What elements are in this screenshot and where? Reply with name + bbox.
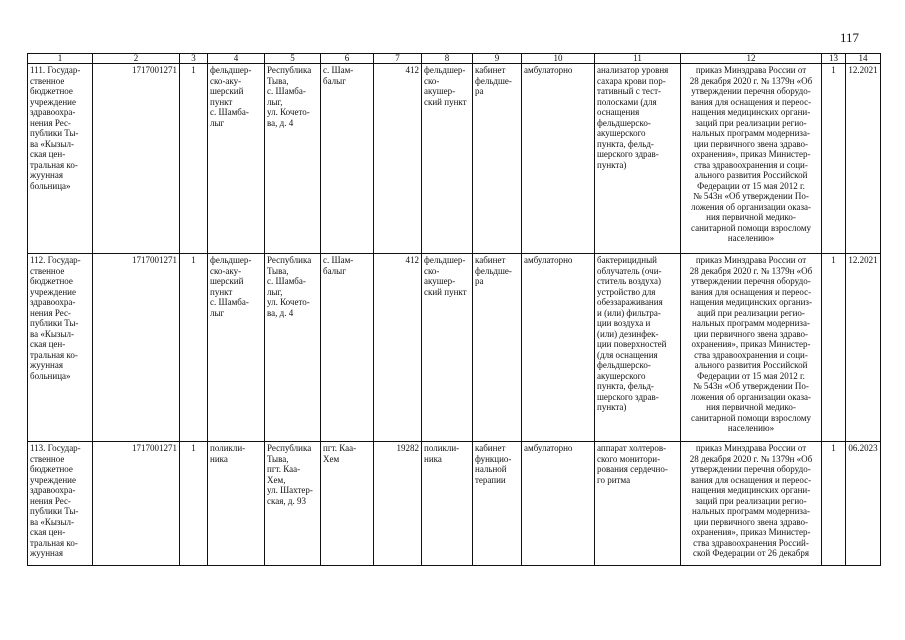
column-number: 6 [321,54,374,64]
quantity-cell: 1 [822,442,846,566]
count-cell: 1 [180,254,208,442]
column-number: 2 [93,54,180,64]
unit-cell: поликли- ника [422,442,473,566]
column-number: 13 [822,54,846,64]
population-cell: 412 [374,254,422,442]
column-number: 10 [522,54,595,64]
facility-cell: фельдшер- ско-аку- шерский пункт с. Шамба- лыг [208,64,265,254]
care-cell: амбулаторно [522,442,595,566]
column-number: 8 [422,54,473,64]
count-cell: 1 [180,442,208,566]
column-number: 11 [595,54,681,64]
organization-cell: 111. Государ- ственное бюджетное учреждение здравоохра- нения Рес- публики Ты- ва «Кызыл- ская цен- тральная ко- жуунная больница» [28,64,93,254]
term-cell: 12.2021 [846,64,881,254]
quantity-cell: 1 [822,64,846,254]
care-cell: амбулаторно [522,254,595,442]
column-number: 7 [374,54,422,64]
population-cell: 412 [374,64,422,254]
column-number: 14 [846,54,881,64]
code-cell: 1717001271 [93,442,180,566]
locality-cell: пгт. Каа- Хем [321,442,374,566]
equipment-cell: бактерицидный облучатель (очи- ститель воздуха) устройство для обеззараживания и (или) фильтра- ции воздуха и (или) дезинфек- ции поверхностей (для оснащения фельдшерско- акушерского пункта, фельд- шерского здрав- пункта) [595,254,681,442]
page-number: 117 [840,30,860,45]
equipment-cell: аппарат холтеров- ского монитори- рования сердечно- го ритма [595,442,681,566]
room-cell: кабинет фельдше- ра [473,64,522,254]
address-cell: Республика Тыва, пгт. Каа- Хем, ул. Шахтер- ская, д. 93 [265,442,321,566]
equipment-table [27,53,881,566]
facility-cell: поликли- ника [208,442,265,566]
address-cell: Республика Тыва, с. Шамба- лыг, ул. Кочето- ва, д. 4 [265,64,321,254]
column-number: 5 [265,54,321,64]
count-cell: 1 [180,64,208,254]
column-number-row [28,54,881,64]
column-number: 9 [473,54,522,64]
code-cell: 1717001271 [93,254,180,442]
population-cell: 19282 [374,442,422,566]
table-row [28,64,881,254]
column-number: 4 [208,54,265,64]
care-cell: амбулаторно [522,64,595,254]
table-row [28,442,881,566]
table-row [28,254,881,442]
unit-cell: фельдшер- ско- акушер- ский пункт [422,64,473,254]
reason-cell: приказ Минздрава России от 28 декабря 2020 г. № 1379н «Об утверждении перечня оборудо- вания для оснащения и переос- нащения медицинских организ- аций при реализации регио- нальных программ модерниза- ции первичного звена здраво- охранения», приказ Министер- ства здравоохранения и соци- ального развития Российской Федерации от 15 мая 2012 г. № 543н «Об утверждении По- ложения об организации оказа- ния первичной медико- санитарной помощи взрослому населению» [681,254,822,442]
column-number: 1 [28,54,93,64]
quantity-cell: 1 [822,254,846,442]
term-cell: 06.2023 [846,442,881,566]
address-cell: Республика Тыва, с. Шамба- лыг, ул. Кочето- ва, д. 4 [265,254,321,442]
organization-cell: 113. Государ- ственное бюджетное учреждение здравоохра- нения Рес- публики Ты- ва «Кызыл- ская цен- тральная ко- жуунная [28,442,93,566]
locality-cell: с. Шам- балыг [321,254,374,442]
equipment-cell: анализатор уровня сахара крови пор- тативный с тест- полосками (для оснащения фельдшерско- акушерского пункта, фельд- шерского здрав- пункта) [595,64,681,254]
room-cell: кабинет фельдше- ра [473,254,522,442]
column-number: 12 [681,54,822,64]
column-number: 3 [180,54,208,64]
reason-cell: приказ Минздрава России от 28 декабря 2020 г. № 1379н «Об утверждении перечня оборудо- вания для оснащения и переос- нащения медицинских органи- заций при реализации регио- нальных программ модерниза- ции первичного звена здраво- охранения», приказ Министер- ства здравоохранения Россий- ской Федерации от 26 декабря [681,442,822,566]
room-cell: кабинет функцио- нальной терапии [473,442,522,566]
reason-cell: приказ Минздрава России от 28 декабря 2020 г. № 1379н «Об утверждении перечня оборудо- вания для оснащения и переос- нащения медицинских органи- заций при реализации регио- нальных программ модерниза- ции первичного звена здраво- охранения», приказ Министер- ства здравоохранения и соци- ального развития Российской Федерации от 15 мая 2012 г. № 543н «Об утверждении По- ложения об организации оказа- ния первичной медико- санитарной помощи взрослому населению» [681,64,822,254]
locality-cell: с. Шам- балыг [321,64,374,254]
unit-cell: фельдшер- ско- акушер- ский пункт [422,254,473,442]
term-cell: 12.2021 [846,254,881,442]
code-cell: 1717001271 [93,64,180,254]
facility-cell: фельдшер- ско-аку- шерский пункт с. Шамба- лыг [208,254,265,442]
organization-cell: 112. Государ- ственное бюджетное учреждение здравоохра- нения Рес- публики Ты- ва «Кызыл- ская цен- тральная ко- жуунная больница» [28,254,93,442]
